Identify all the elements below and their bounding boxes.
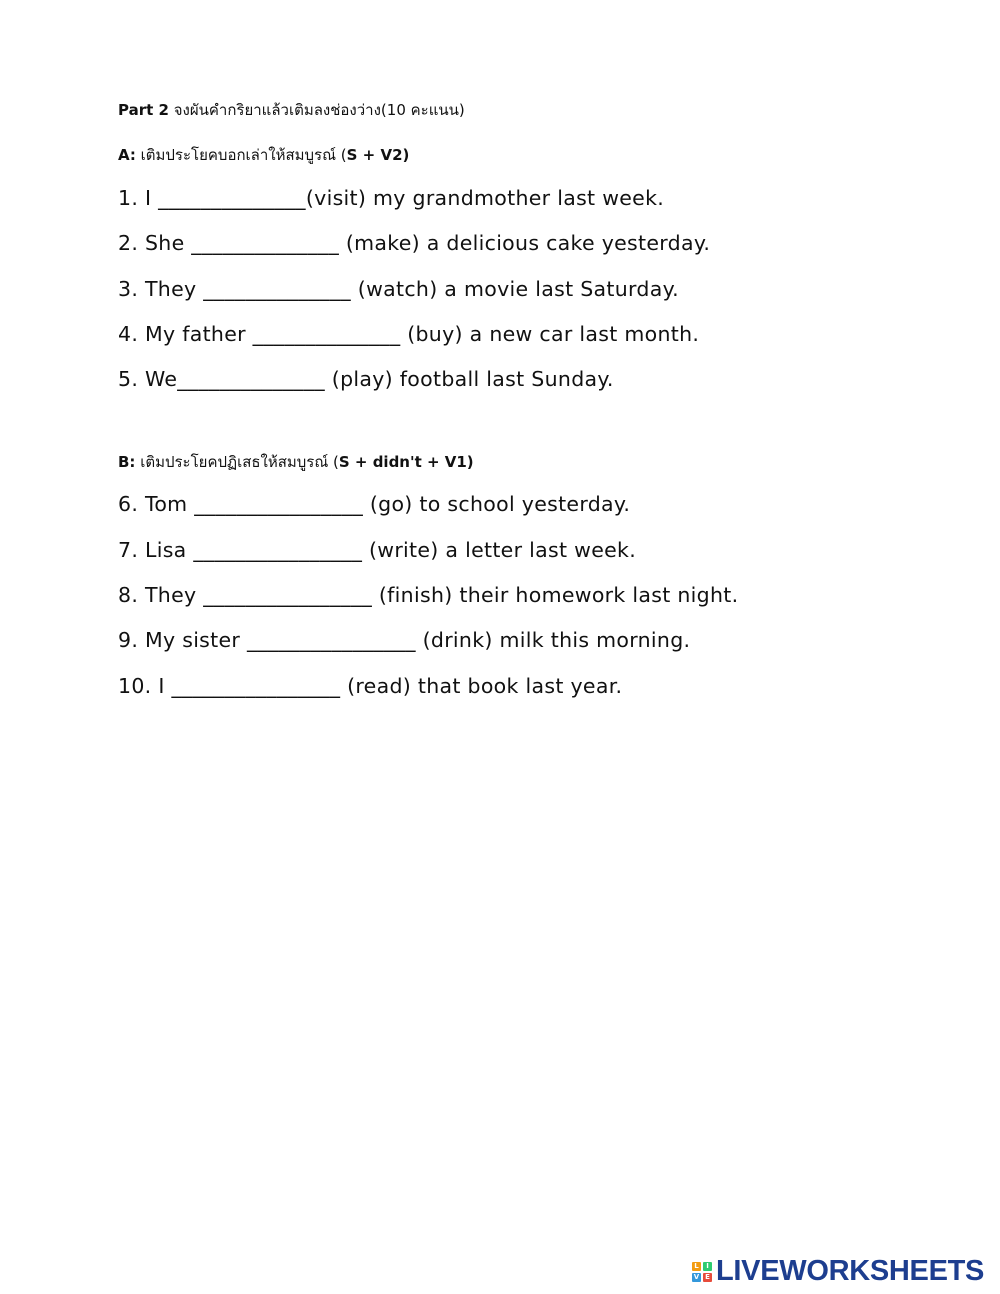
section-a-title [118,143,409,167]
logo-letter-v: V [693,1273,700,1281]
section-b-title [118,450,474,474]
question-5: 5. We______________ (play) football last Sunday. [118,367,614,391]
section-b-label: B: [118,453,136,471]
part-instruction: จงผันคำกริยาแล้วเติมลงช่องว่าง(10 คะแนน) [168,101,465,119]
logo-letter-l: L [692,1262,701,1271]
question-7: 7. Lisa ________________ (write) a letter last week. [118,538,637,562]
liveworksheets-logo[interactable] [692,1255,984,1288]
logo-text: LIVEWORKSHEETS [716,1255,985,1287]
question-1: 1. I ______________(visit) my grandmother last week. [118,186,665,210]
question-8: 8. They ________________ (finish) their homework last night. [118,583,739,607]
question-10: 10. I ________________ (read) that book last year. [118,674,623,698]
question-3: 3. They ______________ (watch) a movie last Saturday. [118,277,679,301]
logo-letter-e: E [703,1273,712,1282]
question-4: 4. My father ______________ (buy) a new car last month. [118,322,700,346]
part-title [118,98,465,122]
section-a-instruction: เติมประโยคบอกเล่าให้สมบูรณ์ ( [135,146,347,164]
question-6: 6. Tom ________________ (go) to school yesterday. [118,492,631,516]
question-9: 9. My sister ________________ (drink) milk this morning. [118,628,691,652]
section-b-formula: S + didn't + V1) [338,453,474,471]
logo-letter-i: I [703,1262,712,1271]
section-a-formula: S + V2) [346,146,410,164]
question-2: 2. She ______________ (make) a delicious cake yesterday. [118,231,711,255]
logo-icon [692,1262,712,1282]
section-b-instruction: เติมประโยคปฏิเสธให้สมบูรณ์ ( [135,453,339,471]
section-a-label: A: [118,146,136,164]
part-label: Part 2 [118,101,169,119]
